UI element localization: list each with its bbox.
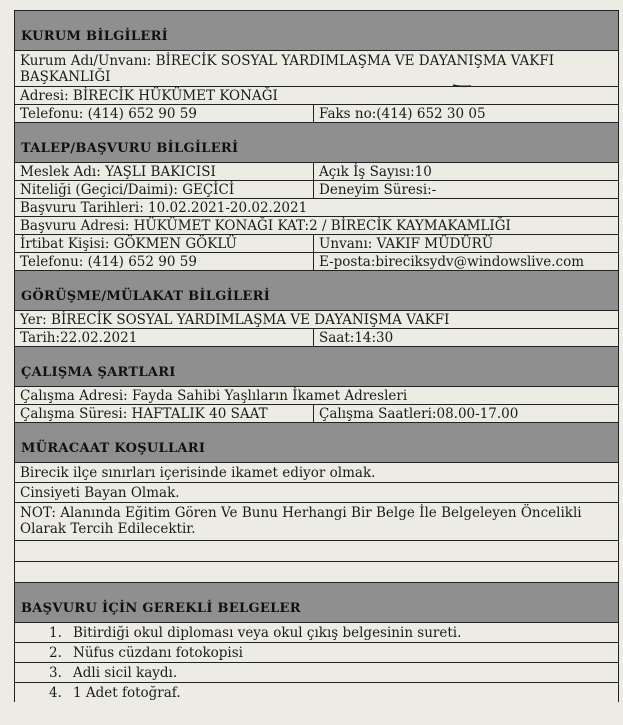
belge-text: 1 Adet fotoğraf. xyxy=(73,685,181,701)
pen-mark-icon xyxy=(452,83,472,89)
calisma-suresi: Çalışma Süresi: HAFTALIK 40 SAAT xyxy=(15,405,314,422)
belge-item xyxy=(15,663,618,682)
niteligi: Niteliği (Geçici/Daimi): GEÇİCİ xyxy=(15,181,314,198)
irtibat-row xyxy=(15,235,618,253)
kurum-adres-row xyxy=(15,87,618,105)
meslek-row xyxy=(15,163,618,181)
muracaat-item: Birecik ilçe sınırları içerisinde ikamet ediyor olmak. xyxy=(20,465,376,481)
section-title: ÇALIŞMA ŞARTLARI xyxy=(21,365,176,380)
belge-item xyxy=(15,683,618,702)
section-header-belgeler xyxy=(15,583,618,623)
unvani: Unvanı: VAKIF MÜDÜRÜ xyxy=(319,236,494,252)
calisma-saatleri: Çalışma Saatleri:08.00-17.00 xyxy=(319,406,519,422)
section-header-muracaat xyxy=(15,423,618,463)
belge-text: Bitirdiği okul diploması veya okul çıkış belgesinin sureti. xyxy=(73,625,462,641)
belge-row xyxy=(15,663,618,683)
belge-item xyxy=(15,623,618,642)
belge-row xyxy=(15,643,618,663)
muracaat-row xyxy=(15,503,618,541)
empty-row xyxy=(15,562,618,583)
kurum-telefon: Telefonu: (414) 652 90 59 xyxy=(15,105,314,122)
basvuru-adresi: Başvuru Adresi: HÜKÜMET KONAĞI KAT:2 / BİRECİK KAYMAKAMLIĞI xyxy=(20,218,511,234)
section-title: GÖRÜŞME/MÜLAKAT BİLGİLERİ xyxy=(21,289,271,304)
empty-row xyxy=(15,541,618,562)
belge-item xyxy=(15,643,618,662)
kurum-faks: Faks no:(414) 652 30 05 xyxy=(319,106,486,122)
basvuru-adresi-row xyxy=(15,217,618,235)
empty-cell xyxy=(15,562,618,582)
deneyim-suresi: Deneyim Süresi:- xyxy=(319,182,437,198)
belge-row xyxy=(15,623,618,643)
muracaat-note: NOT: Alanında Eğitim Gören Ve Bunu Herhangi Bir Belge İle Belgeleyen Öncelikli Olarak Tercih Edilecektir. xyxy=(20,505,582,537)
basvuru-tarihleri: Başvuru Tarihleri: 10.02.2021-20.02.2021 xyxy=(20,200,308,216)
section-header-calisma xyxy=(15,347,618,387)
kurum-adi: Kurum Adı/Unvanı: BİRECİK SOSYAL YARDIMLAŞMA VE DAYANIŞMA VAKFI BAŞKANLIĞI xyxy=(20,53,555,85)
belge-number: 4. xyxy=(49,685,62,701)
belge-number: 1. xyxy=(49,625,62,641)
section-header-talep xyxy=(15,123,618,163)
section-title: TALEP/BAŞVURU BİLGİLERİ xyxy=(21,141,239,156)
section-title: BAŞVURU İÇİN GEREKLİ BELGELER xyxy=(21,601,301,616)
acik-is-sayisi: Açık İş Sayısı:10 xyxy=(319,164,432,180)
calisma-adresi: Çalışma Adresi: Fayda Sahibi Yaşlıların İkamet Adresleri xyxy=(20,388,408,404)
kurum-telefon-row xyxy=(15,105,618,123)
irtibat-kisisi: İrtibat Kişisi: GÖKMEN GÖKLÜ xyxy=(15,235,314,252)
muracaat-row xyxy=(15,463,618,483)
talep-telefon: Telefonu: (414) 652 90 59 xyxy=(15,253,314,270)
basvuru-tarihleri-row xyxy=(15,199,618,217)
muracaat-item: Cinsiyeti Bayan Olmak. xyxy=(20,485,180,501)
gorusme-yer: Yer: BİRECİK SOSYAL YARDIMLAŞMA VE DAYANIŞMA VAKFI xyxy=(20,312,450,328)
nitelik-row xyxy=(15,181,618,199)
belge-text: Adli sicil kaydı. xyxy=(73,665,178,681)
kurum-adi-row xyxy=(15,51,618,87)
section-title: MÜRACAAT KOŞULLARI xyxy=(21,441,206,456)
gorusme-yer-row xyxy=(15,311,618,329)
section-title: KURUM BİLGİLERİ xyxy=(21,29,169,44)
calisma-suresi-row xyxy=(15,405,618,423)
muracaat-row xyxy=(15,483,618,503)
belge-number: 3. xyxy=(49,665,62,681)
kurum-adres: Adresi: BİRECİK HÜKÜMET KONAĞI xyxy=(20,88,278,104)
calisma-adresi-row xyxy=(15,387,618,405)
meslek-adi: Meslek Adı: YAŞLI BAKICISI xyxy=(15,163,314,180)
section-header-gorusme xyxy=(15,271,618,311)
talep-telefon-row xyxy=(15,253,618,271)
empty-cell xyxy=(15,541,618,561)
gorusme-tarih-row xyxy=(15,329,618,347)
belge-text: Nüfus cüzdanı fotokopisi xyxy=(73,645,243,661)
application-form xyxy=(14,10,619,702)
section-header-kurum xyxy=(15,11,618,51)
gorusme-tarih: Tarih:22.02.2021 xyxy=(15,329,314,346)
gorusme-saat: Saat:14:30 xyxy=(319,330,394,346)
talep-eposta: E-posta:bireciksydv@windowslive.com xyxy=(319,254,585,270)
belge-number: 2. xyxy=(49,645,62,661)
belge-row xyxy=(15,683,618,702)
